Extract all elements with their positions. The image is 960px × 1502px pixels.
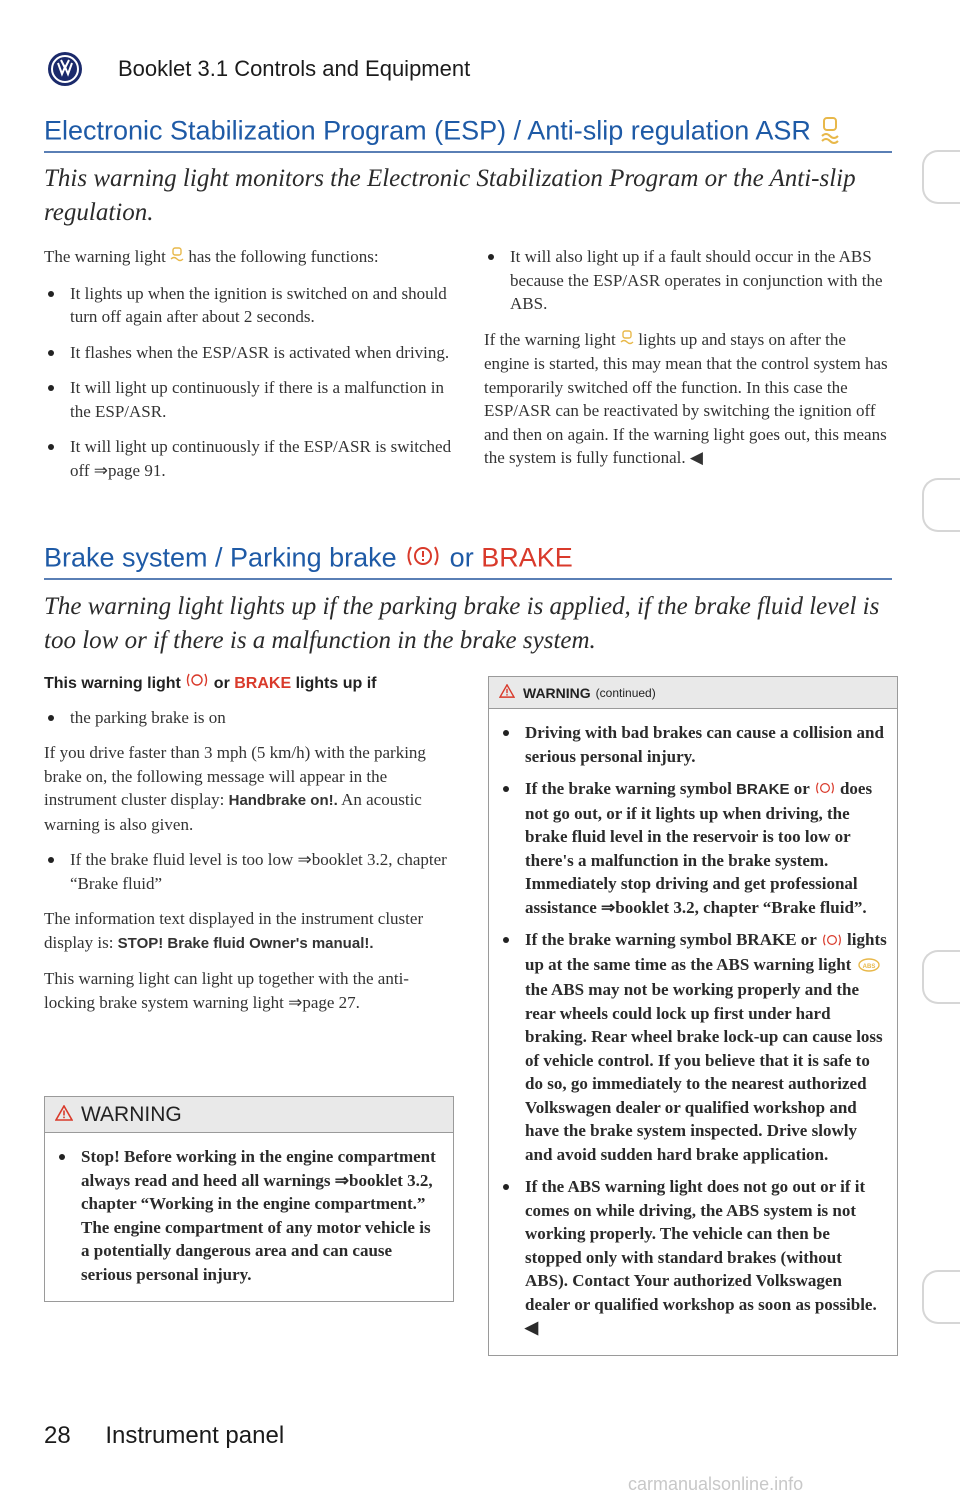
page-edge-tab (922, 950, 960, 1004)
brake-title-text: Brake system / Parking brake (44, 542, 397, 573)
page-number: 28 (44, 1422, 71, 1449)
page-header (48, 52, 470, 86)
handbrake-message: Handbrake on!. (228, 792, 338, 810)
warning-box (44, 1096, 454, 1302)
brake-intro: The warning light lights up if the parking brake is applied, if the brake fluid level is too low or if there is a malfunction in the brake system. (44, 593, 880, 654)
brake-section-title (44, 542, 573, 577)
brake-title-rule (44, 578, 892, 580)
brake-title-or: or (449, 542, 474, 573)
esp-warning-lamp-icon (818, 114, 842, 151)
brake-info-paragraph (44, 907, 456, 955)
end-marker-icon: ◀ (689, 448, 703, 468)
watermark: carmanualsonline.info (628, 1474, 804, 1494)
list-item: It flashes when the ESP/ASR is activated when driving. (44, 341, 456, 365)
warning-box-continued (488, 676, 898, 1356)
list-item: It will light up continuously if there is a malfunction in the ESP/ASR. (44, 376, 456, 423)
esp-title-text: Electronic Stabilization Program (ESP) / Anti-slip regulation ASR (44, 115, 811, 146)
list-item: Stop! Before working in the engine compartment always read and heed all warnings ⇒booklet 3.2, chapter “Working in the engine compartment.” The engine compartment of any motor vehicle is a potentially dangerous area and can cause serious personal injury. (55, 1145, 443, 1286)
esp-right-column (484, 245, 894, 482)
page-edge-tab (922, 478, 960, 532)
esp-intro: This warning light monitors the Electronic Stabilization Program or the Anti-slip regulation. (44, 165, 856, 226)
warning-header (489, 677, 897, 709)
list-item: Driving with bad brakes can cause a collision and serious personal injury. (499, 721, 887, 768)
warning-triangle-icon (499, 684, 515, 701)
warning2-b2a: If the brake warning symbol (525, 779, 732, 798)
end-marker-icon: ◀ (525, 1318, 539, 1338)
warning-body (489, 709, 897, 1355)
list-item (499, 928, 887, 1166)
warning2-b3a: If the brake warning symbol BRAKE or (525, 930, 817, 950)
brake-abs-paragraph: This warning light can light up together with the anti-locking brake system warning light ⇒page 27. (44, 969, 409, 1012)
brake-lamp-small-icon (185, 672, 209, 696)
brake-p1: If you drive faster than 3 mph (5 km/h) with the parking brake on, the following message will appear in the instrument cluster display: (44, 743, 426, 810)
brake-lamp-small-icon (821, 930, 843, 954)
brake-lead (44, 672, 456, 696)
brake-p2: The information text displayed in the instrument cluster display is: (44, 909, 424, 952)
esp-p1b: has the following functions: (188, 247, 379, 266)
abs-lamp-icon (856, 955, 882, 979)
brake-lead-or: or (213, 675, 230, 692)
esp-p1a: The warning light (44, 247, 166, 266)
warning-header (45, 1097, 453, 1133)
brake-speed-paragraph (44, 741, 456, 836)
brake-left-column (44, 672, 456, 1026)
warning-label-suffix: (continued) (595, 685, 656, 700)
footer-section: Instrument panel (105, 1422, 285, 1449)
list-item: It will also light up if a fault should occur in the ABS because the ESP/ASR operates in conjunction with the ABS. (484, 245, 894, 316)
brake-lead-b: lights up if (295, 675, 377, 692)
warning2-b2b: does not go out, or if it lights up when driving, the brake fluid level in the reservoir is too low or there's a malfunction in the brake system. Immediately stop driving and get professional assistance ⇒booklet 3.2, chapter “Brake fluid”. (525, 779, 873, 917)
warning2-b2-or: or (793, 779, 810, 798)
esp-title-rule (44, 151, 892, 153)
brake-warning-lamp-icon (404, 542, 442, 577)
list-item: It lights up when the ignition is switched on and should turn off again after about 2 seconds. (44, 282, 456, 329)
esp-lamp-small-icon (620, 329, 634, 353)
list-item: It will light up continuously if the ESP/ASR is switched off ⇒page 91. (44, 435, 456, 482)
brake-p1-end: An acoustic warning is also given. (44, 790, 422, 834)
esp-lamp-small-icon (170, 246, 184, 270)
list-item: the parking brake is on (44, 706, 456, 730)
list-item (499, 1175, 887, 1340)
list-item: If the brake fluid level is too low ⇒booklet 3.2, chapter “Brake fluid” (44, 848, 456, 895)
page-footer (44, 1422, 284, 1450)
warning2-b3c: the ABS may not be working properly and the rear wheels could lock up first under hard braking. Rear wheel brake lock-up can cause loss of vehicle control. If you believe that it is safe to do so, go immediately to the nearest authorized Volkswagen dealer or qualified workshop and have the brake system inspected. Drive slowly and avoid sudden hard brake application. (525, 980, 883, 1164)
vw-logo-icon (48, 52, 82, 86)
booklet-title: Booklet 3.1 Controls and Equipment (118, 56, 471, 81)
esp-p2b: lights up and stays on after the engine is started, this may mean that the control system has temporarily switched off the function. In this case the ESP/ASR can be reactivated by switching the ignition off and then on again. If the warning light goes out, this means the system is fully functional. (484, 329, 888, 468)
warning2-b3b: lights up at the same time as the ABS warning light (525, 930, 887, 975)
brake-lead-brake: BRAKE (234, 675, 292, 692)
warning-label: WARNING (523, 684, 591, 701)
esp-left-column (44, 245, 456, 494)
brake-title-brake: BRAKE (481, 542, 573, 573)
esp-functions-intro (44, 245, 456, 270)
list-item (499, 777, 887, 919)
stop-brake-fluid-message: STOP! Brake fluid Owner's manual!. (117, 934, 374, 952)
warning-triangle-icon (55, 1103, 73, 1127)
esp-p2a: If the warning light (484, 329, 616, 349)
esp-section-title (44, 114, 842, 151)
svg-text:ABS: ABS (862, 963, 875, 970)
warning2-b4: If the ABS warning light does not go out or if it comes on while driving, the ABS system is not working properly. The vehicle can then be stopped only with standard brakes (without ABS). Contact Your authorized Volkswagen dealer or qualified workshop as soon as possible. (525, 1177, 877, 1314)
warning-body (45, 1133, 453, 1301)
warning2-brake-word: BRAKE (736, 781, 790, 798)
page-edge-tab (922, 150, 960, 204)
esp-stays-on-paragraph (484, 328, 894, 470)
warning-label: WARNING (81, 1102, 182, 1126)
brake-lamp-small-icon (814, 778, 836, 802)
page-edge-tab (922, 1270, 960, 1324)
brake-lead-a: This warning light (44, 675, 181, 692)
